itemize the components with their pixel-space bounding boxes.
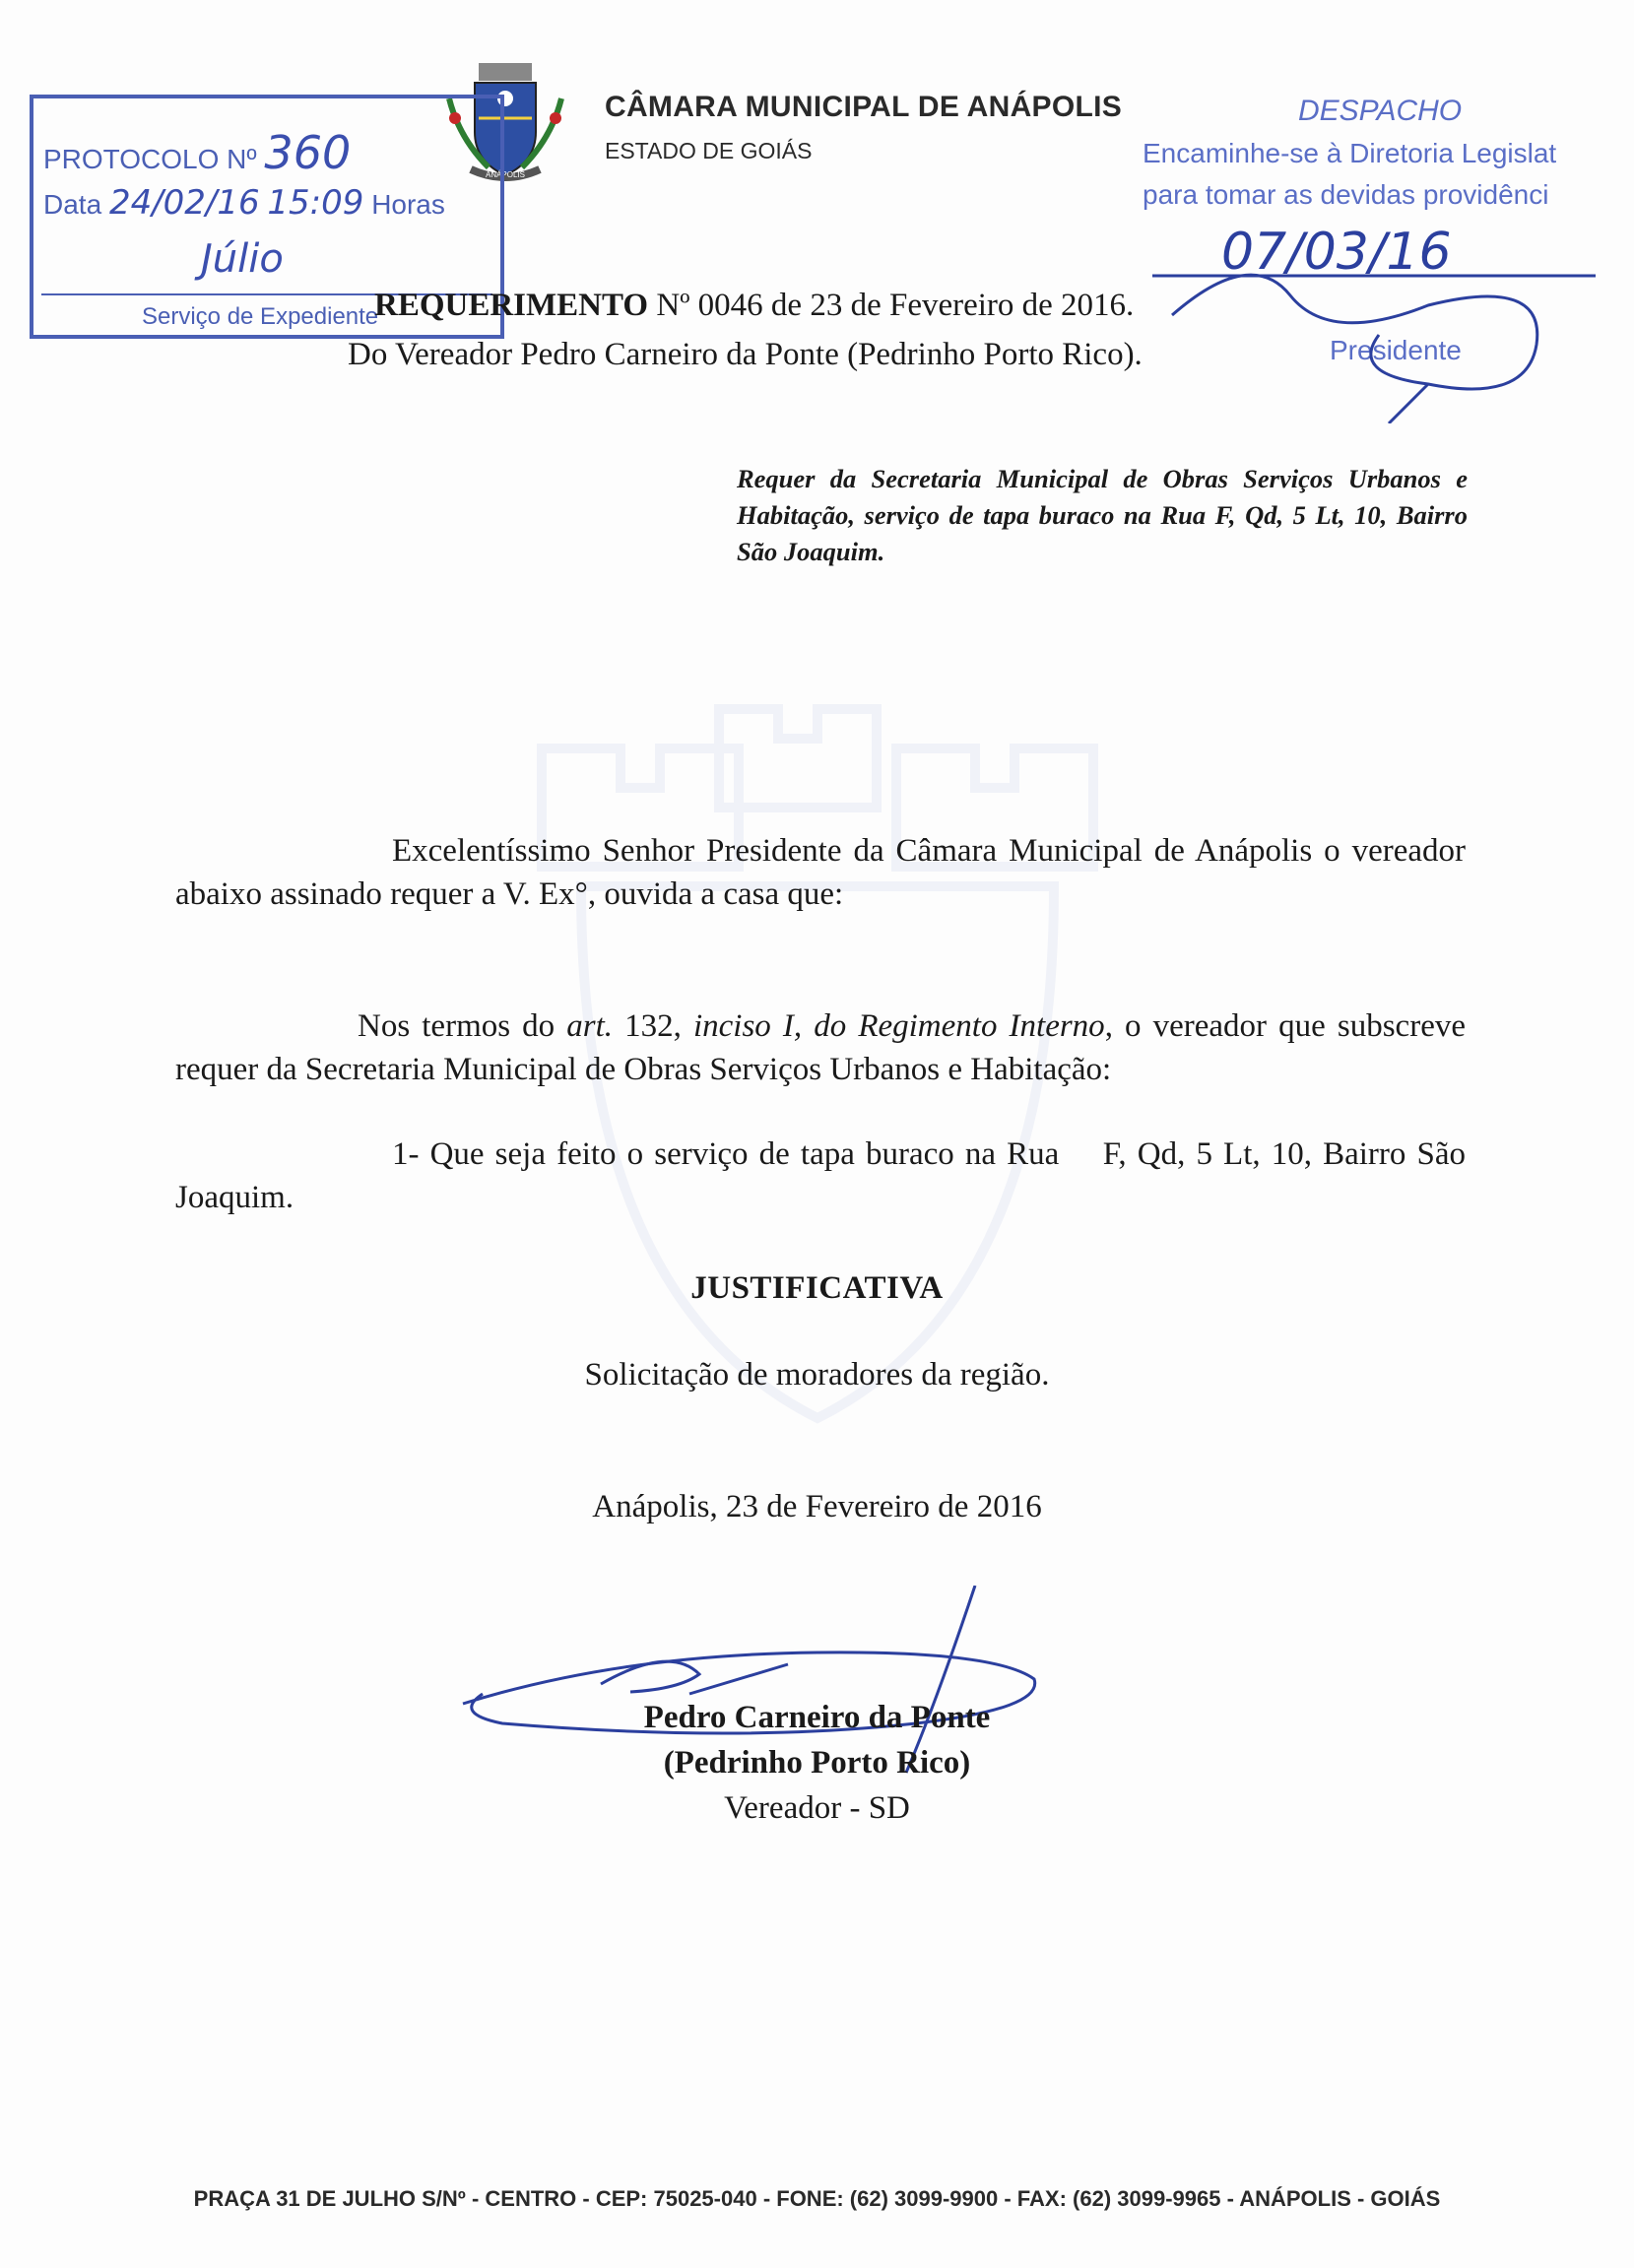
receiver-signature: Júlio <box>201 236 284 282</box>
coat-of-arms-ribbon-text: ANÁPOLIS <box>485 170 526 179</box>
legal-basis-art: art. <box>566 1008 614 1044</box>
despacho-line-2: para tomar as devidas providênci <box>1143 179 1549 210</box>
hours-label: Horas <box>371 189 445 220</box>
despacho-date: 07/03/16 <box>1221 223 1452 282</box>
legal-basis-number: 132, <box>613 1008 693 1044</box>
justification-text: Solicitação de moradores da região. <box>584 1357 1050 1393</box>
chamber-name: CÂMARA MUNICIPAL DE ANÁPOLIS <box>605 91 1123 123</box>
protocol-date-line <box>43 183 445 223</box>
despacho-line-1: Encaminhe-se à Diretoria Legislat <box>1143 138 1557 168</box>
request-item-1: 1- Que seja feito o serviço de tapa buraco na Rua F, Qd, 5 Lt, 10, Bairro São Joaquim. <box>175 1136 1474 1215</box>
protocol-number: 360 <box>264 126 352 179</box>
justification-heading: JUSTIFICATIVA <box>690 1270 944 1306</box>
salutation-paragraph: Excelentíssimo Senhor Presidente da Câmara Municipal de Anápolis o vereador abaixo assinado requer a V. Ex°, ouvida a casa que: <box>175 833 1466 912</box>
legal-basis-end: , o vereador que subscreve requer da Secretaria Municipal de Obras Serviços Urbanos e Habitação: <box>175 1008 1466 1087</box>
document-title-rest: Nº 0046 de 23 de Fevereiro de 2016. <box>648 288 1135 323</box>
signatory-name: Pedro Carneiro da Ponte <box>643 1700 991 1735</box>
date-value: 24/02/16 <box>108 183 260 223</box>
signatory-nickname: (Pedrinho Porto Rico) <box>663 1745 971 1781</box>
document-title <box>374 288 1134 324</box>
protocol-line <box>43 126 351 179</box>
protocol-label: PROTOCOLO Nº <box>43 144 257 174</box>
date-label: Data <box>43 189 102 220</box>
time-value: 15:09 <box>267 183 364 223</box>
legal-basis-start: Nos termos do <box>358 1008 567 1044</box>
despacho-heading: DESPACHO <box>1298 95 1463 127</box>
document-author: Do Vereador Pedro Carneiro da Ponte (Pedrinho Porto Rico). <box>348 337 1143 372</box>
president-signature-scribble <box>1133 187 1625 423</box>
department-label: Serviço de Expediente <box>142 303 379 330</box>
legal-basis-paragraph <box>175 1004 1466 1091</box>
document-title-bold: REQUERIMENTO <box>374 288 649 323</box>
state-name: ESTADO DE GOIÁS <box>605 138 813 163</box>
place-date: Anápolis, 23 de Fevereiro de 2016 <box>592 1489 1042 1524</box>
footer-address: PRAÇA 31 DE JULHO S/Nº - CENTRO - CEP: 75025-040 - FONE: (62) 3099-9900 - FAX: (62) 3099-9965 - ANÁPOLIS - GOIÁS <box>193 2186 1441 2211</box>
signatory-role: Vereador - SD <box>724 1790 910 1826</box>
despacho-role: Presidente <box>1330 335 1462 365</box>
document-summary: Requer da Secretaria Municipal de Obras Serviços Urbanos e Habitação, serviço de tapa buraco na Rua F, Qd, 5 Lt, 10, Bairro São Joaquim. <box>737 464 1468 566</box>
legal-basis-inciso: inciso I, do Regimento Interno <box>692 1008 1105 1044</box>
